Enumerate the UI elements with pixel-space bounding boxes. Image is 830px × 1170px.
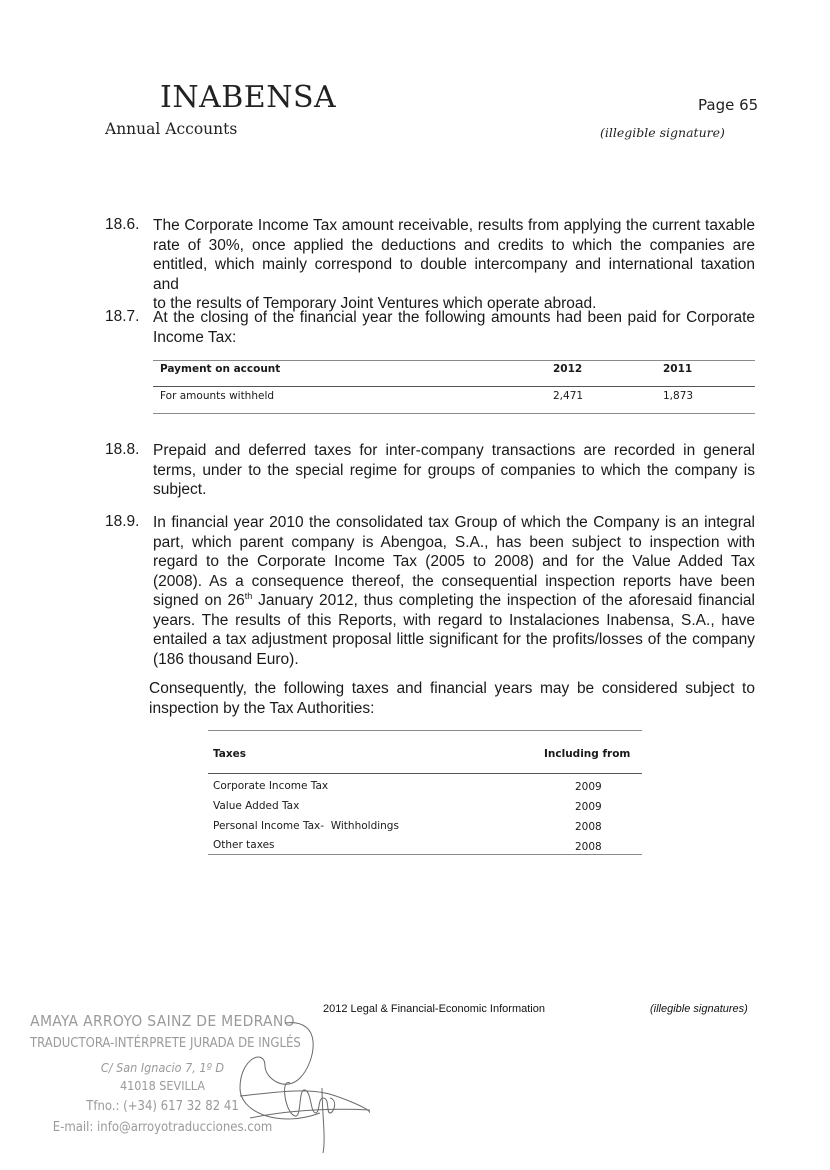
- ordinal-suffix: th: [244, 590, 253, 601]
- section-18-6-paragraph: [153, 216, 755, 314]
- section-number: 18.8.: [105, 441, 140, 458]
- table-header-cell: Payment on account: [160, 363, 281, 375]
- page-number: Page 65: [698, 96, 759, 114]
- text-line: entitled, which mainly correspond to double intercompany and international taxation and: [153, 256, 755, 293]
- document-subtitle: Annual Accounts: [105, 120, 238, 138]
- text-line: to the results of Temporary Joint Ventures which operate abroad.: [153, 295, 597, 312]
- text-line: Consequently, the following taxes and financial years may be considered subject to: [149, 680, 755, 697]
- text-line: In financial year 2010 the consolidated tax Group of which the Company is an integral: [153, 514, 755, 531]
- signature-note: (illegible signature): [600, 125, 725, 140]
- handwritten-signature-icon: [230, 1018, 370, 1158]
- table-cell: Value Added Tax: [213, 800, 300, 812]
- stamp-title: TRADUCTORA-INTÉRPRETE JURADA DE INGLÉS: [30, 1036, 301, 1051]
- text-line: At the closing of the financial year the following amounts had been paid for Corporate: [153, 309, 755, 326]
- stamp-email: E-mail: info@arroyotraducciones.com: [52, 1120, 273, 1135]
- section-number: 18.7.: [105, 308, 140, 325]
- text-line: inspection by the Tax Authorities:: [149, 699, 375, 717]
- section-number: 18.9.: [105, 513, 140, 530]
- table-cell: Personal Income Tax- Withholdings: [213, 820, 399, 832]
- table-cell: 1,873: [663, 390, 694, 402]
- stamp-name: AMAYA ARROYO SAINZ DE MEDRANO: [30, 1012, 295, 1030]
- table-rule: [208, 730, 642, 731]
- text-line: subject.: [153, 481, 207, 498]
- table-rule: [153, 386, 755, 387]
- table-rule: [153, 360, 755, 361]
- text-line: rate of 30%, once applied the deductions and credits to which the companies are: [153, 236, 755, 254]
- stamp-phone: Tfno.: (+34) 617 32 82 41: [86, 1099, 239, 1114]
- date-text-rest: January 2012, thus completing the inspection of the aforesaid financial: [252, 592, 755, 609]
- table-cell: 2,471: [553, 390, 584, 402]
- table-cell: 2008: [575, 821, 602, 833]
- stamp-address: C/ San Ignacio 7, 1º D: [100, 1060, 225, 1075]
- table-cell: For amounts withheld: [160, 390, 275, 402]
- section-number: 18.6.: [105, 216, 140, 233]
- text-line: (186 thousand Euro).: [153, 650, 299, 668]
- table-cell: Corporate Income Tax: [213, 780, 329, 792]
- text-line: Prepaid and deferred taxes for inter-company transactions are recorded in general: [153, 442, 755, 459]
- footer-title: 2012 Legal & Financial-Economic Information: [323, 1003, 545, 1015]
- table-cell: Other taxes: [213, 839, 275, 851]
- section-18-7-paragraph: [153, 308, 755, 347]
- text-line-with-date: [153, 591, 755, 611]
- text-line: part, which parent company is Abengoa, S.A., has been subject to inspection with: [153, 533, 755, 551]
- stamp-city: 41018 SEVILLA: [119, 1078, 206, 1093]
- consequently-paragraph: [149, 679, 755, 718]
- table-header-cell: Taxes: [213, 748, 247, 760]
- table-rule: [153, 413, 755, 414]
- text-line: regard to the Corporate Income Tax (2005 to 2008) and for the Value Added Tax: [153, 553, 755, 570]
- table-cell: 2009: [575, 801, 602, 813]
- text-line: (2008). As a consequence thereof, the consequential inspection reports have been: [153, 572, 755, 590]
- table-cell: 2009: [575, 781, 602, 793]
- text-line: Income Tax:: [153, 328, 237, 346]
- text-line: The Corporate Income Tax amount receivable, results from applying the current taxable: [153, 217, 755, 234]
- text-line: entailed a tax adjustment proposal little significant for the profits/losses of the company: [153, 631, 755, 648]
- text-line: years. The results of this Reports, with regard to Instalaciones Inabensa, S.A., have: [153, 611, 755, 629]
- section-18-8-paragraph: [153, 441, 755, 500]
- table-header-cell: 2011: [663, 363, 693, 375]
- table-cell: 2008: [575, 841, 602, 853]
- table-rule: [208, 854, 642, 855]
- section-18-9-paragraph: [153, 513, 755, 669]
- footer-signature-note: (illegible signatures): [650, 1003, 748, 1015]
- table-header-cell: Including from: [544, 748, 631, 760]
- table-rule: [208, 773, 642, 774]
- date-text: signed on 26: [153, 592, 245, 609]
- text-line: terms, under to the special regime for groups of companies to which the company is: [153, 461, 755, 479]
- company-logo: INABENSA: [160, 80, 337, 115]
- table-header-cell: 2012: [553, 363, 583, 375]
